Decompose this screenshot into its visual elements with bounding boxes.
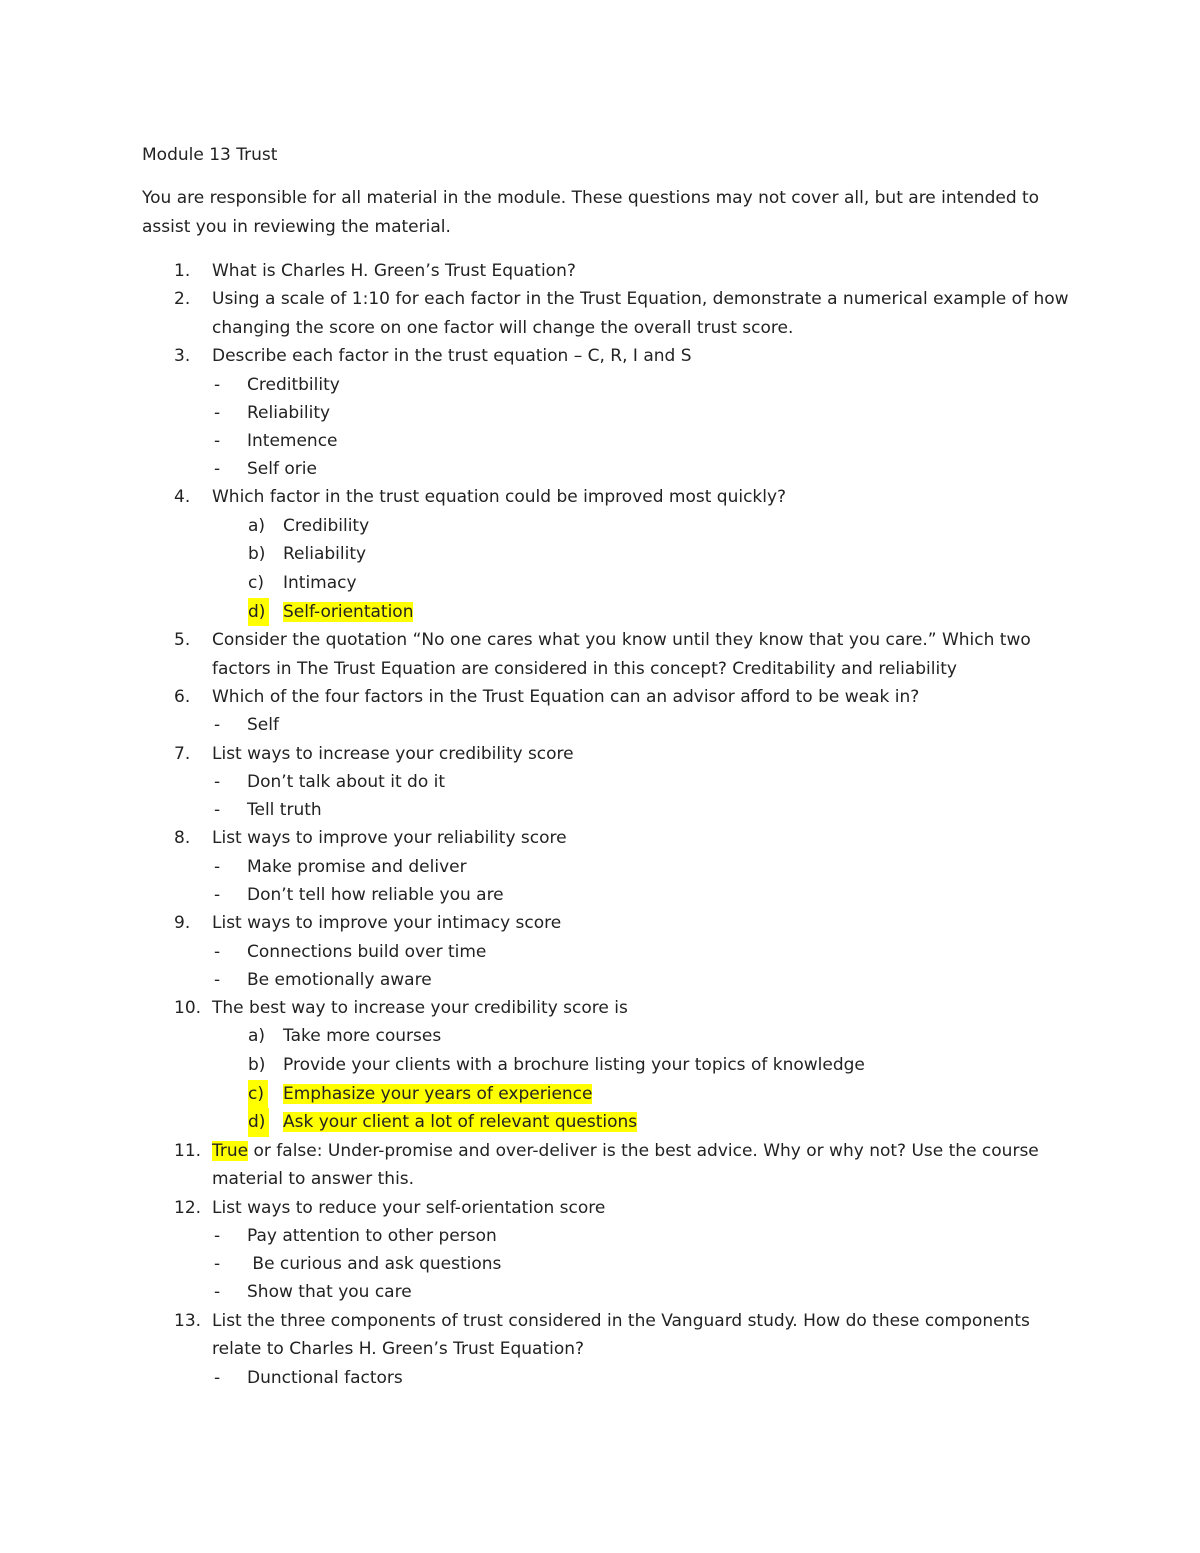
document-title: Module 13 Trust (142, 145, 278, 165)
answer-bullet (142, 427, 1072, 455)
answer-bullet-text: Don’t tell how reliable you are (247, 885, 504, 906)
answer-bullet (142, 371, 1072, 399)
option-text: Take more courses (283, 1026, 442, 1047)
option-letter: b) (248, 1055, 266, 1076)
question-item (142, 994, 1072, 1022)
answer-bullet-text: Connections build over time (247, 941, 487, 962)
dash-marker: - (214, 969, 221, 990)
question-text: True or false: Under-promise and over-deliver is the best advice. Why or why not? Use the course material to answer this. (212, 1140, 1039, 1190)
option-text: Credibility (283, 515, 370, 536)
option-text: Reliability (283, 544, 367, 565)
option-letter: b) (248, 544, 266, 565)
question-number: 7. (174, 743, 191, 764)
option-text: Self-orientation (283, 601, 414, 622)
option-text: Ask your client a lot of relevant questions (283, 1112, 638, 1133)
answer-bullet-text: Be curious and ask questions (247, 1254, 502, 1275)
answer-bullet-text: Show that you care (247, 1282, 412, 1303)
question-number: 8. (174, 828, 191, 849)
question-number: 11. (174, 1140, 202, 1161)
dash-marker: - (214, 374, 221, 395)
question-text: What is Charles H. Green’s Trust Equation? (212, 261, 576, 281)
question-number: 3. (174, 346, 191, 367)
question-item (142, 824, 1072, 852)
question-item (142, 342, 1072, 370)
answer-bullet-text: Intemence (247, 431, 338, 452)
question-number: 4. (174, 487, 191, 508)
answer-bullet-text: Be emotionally aware (247, 969, 432, 990)
question-item (142, 740, 1072, 768)
question-list (142, 257, 1072, 1392)
question-item (142, 683, 1072, 711)
option-letter: d) (248, 1108, 269, 1137)
dash-marker: - (214, 715, 221, 736)
dash-marker: - (214, 941, 221, 962)
question-number: 2. (174, 289, 191, 310)
question-item (142, 1137, 1072, 1194)
document-page (142, 140, 1072, 1392)
option-text: Intimacy (283, 573, 357, 594)
dash-marker: - (214, 1367, 221, 1388)
question-text: Which of the four factors in the Trust Equation can an advisor afford to be weak in? (212, 687, 920, 708)
answer-bullet (142, 1222, 1072, 1250)
answer-bullet-text: Self (247, 715, 279, 736)
question-number: 13. (174, 1310, 202, 1331)
highlighted-answer: True (212, 1140, 249, 1161)
question-number: 10. (174, 998, 202, 1019)
option-text: Provide your clients with a brochure listing your topics of knowledge (283, 1055, 865, 1076)
answer-bullet-text: Reliability (247, 402, 331, 423)
answer-option (142, 1051, 1072, 1080)
answer-bullet (142, 966, 1072, 994)
answer-bullet-text: Make promise and deliver (247, 856, 467, 877)
question-text: List the three components of trust considered in the Vanguard study. How do these components relate to Charles H. Green’s Trust Equation? (212, 1310, 1030, 1360)
dash-marker: - (214, 800, 221, 821)
answer-bullet-text: Creditbility (247, 374, 340, 395)
question-text: Which factor in the trust equation could be improved most quickly? (212, 487, 787, 508)
answer-bullet (142, 881, 1072, 909)
option-letter: a) (248, 515, 266, 536)
answer-bullet (142, 853, 1072, 881)
question-text: List ways to increase your credibility score (212, 743, 574, 764)
dash-marker: - (214, 402, 221, 423)
option-letter: c) (248, 1080, 268, 1109)
question-item (142, 909, 1072, 937)
question-text: The best way to increase your credibility score is (212, 998, 628, 1019)
question-text: List ways to reduce your self-orientation score (212, 1197, 606, 1218)
intro-paragraph: You are responsible for all material in the module. These questions may not cover all, but are intended to assist you in reviewing the material. (142, 188, 1040, 237)
answer-bullet (142, 399, 1072, 427)
answer-option (142, 1080, 1072, 1109)
question-number: 6. (174, 687, 191, 708)
question-item (142, 626, 1072, 683)
answer-option (142, 512, 1072, 541)
option-letter: d) (248, 598, 269, 627)
dash-marker: - (214, 856, 221, 877)
question-text: List ways to improve your intimacy score (212, 913, 562, 934)
answer-bullet (142, 1278, 1072, 1306)
answer-bullet-text: Tell truth (247, 800, 322, 821)
dash-marker: - (214, 1226, 221, 1247)
question-text: Consider the quotation “No one cares what you know until they know that you care.” Which two factors in The Trust Equation are considered in this concept? Creditability and reliability (212, 630, 1031, 679)
option-letter: a) (248, 1026, 266, 1047)
answer-bullet (142, 768, 1072, 796)
answer-bullet-text: Dunctional factors (247, 1367, 403, 1388)
answer-option (142, 1108, 1072, 1137)
answer-option (142, 569, 1072, 598)
answer-bullet (142, 1250, 1072, 1278)
question-text: Describe each factor in the trust equation – C, R, I and S (212, 346, 692, 367)
question-number: 12. (174, 1197, 202, 1218)
answer-bullet (142, 1364, 1072, 1392)
question-number: 5. (174, 630, 191, 651)
answer-option (142, 598, 1072, 627)
answer-bullet-text: Don’t talk about it do it (247, 772, 446, 793)
dash-marker: - (214, 772, 221, 793)
answer-option (142, 1022, 1072, 1051)
question-number: 1. (174, 261, 191, 281)
option-text: Emphasize your years of experience (283, 1083, 593, 1104)
dash-marker: - (214, 1282, 221, 1303)
question-text: Using a scale of 1:10 for each factor in the Trust Equation, demonstrate a numerical example of how changing the score on one factor will change the overall trust score. (212, 289, 1069, 338)
question-item (142, 285, 1072, 342)
answer-bullet (142, 711, 1072, 739)
question-item (142, 1194, 1072, 1222)
answer-bullet (142, 796, 1072, 824)
dash-marker: - (214, 459, 221, 480)
answer-option (142, 540, 1072, 569)
question-item (142, 257, 1072, 285)
answer-bullet-text: Self orie (247, 459, 317, 480)
dash-marker: - (214, 885, 221, 906)
dash-marker: - (214, 431, 221, 452)
option-letter: c) (248, 573, 264, 594)
dash-marker: - (214, 1254, 221, 1275)
question-text: List ways to improve your reliability score (212, 828, 567, 849)
question-number: 9. (174, 913, 191, 934)
answer-bullet-text: Pay attention to other person (247, 1226, 497, 1247)
answer-bullet (142, 938, 1072, 966)
question-item (142, 483, 1072, 511)
question-item (142, 1307, 1072, 1364)
answer-bullet (142, 455, 1072, 483)
